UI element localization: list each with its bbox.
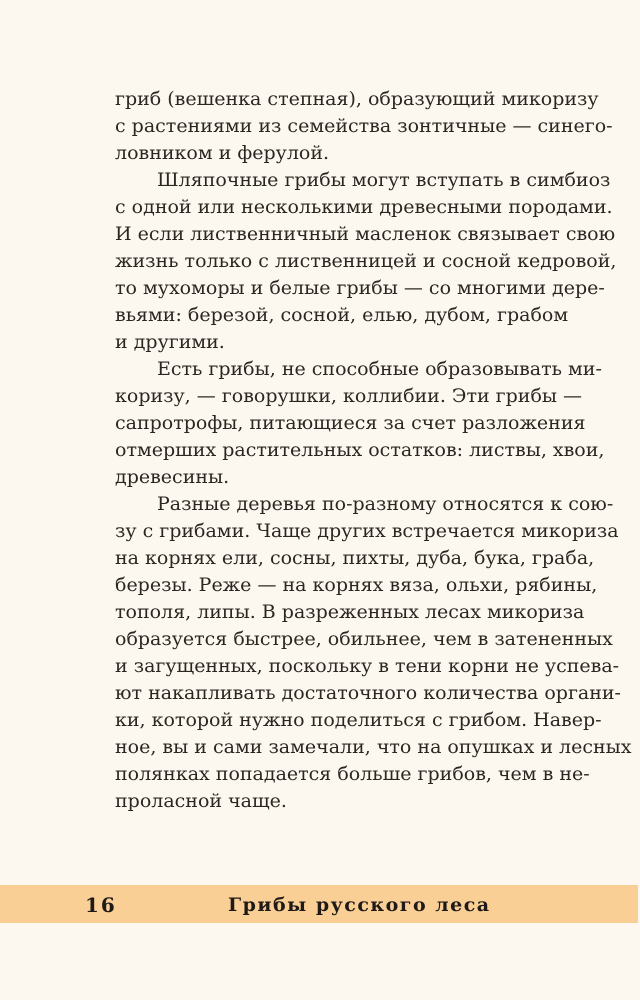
text-line: тополя, липы. В разреженных лесах микориза [115, 601, 585, 623]
paragraph-first-line: Шляпочные грибы могут вступать в симбиоз [157, 169, 611, 191]
text-line: ловником и ферулой. [115, 142, 330, 164]
text-line: вьями: березой, сосной, елью, дубом, грабом [115, 304, 569, 326]
text-line: березы. Реже — на корнях вяза, ольхи, рябины, [115, 574, 598, 596]
text-line: проласной чаще. [115, 790, 287, 812]
text-line: и загущенных, поскольку в тени корни не успева- [115, 655, 620, 677]
text-line: отмерших растительных остатков: листвы, хвои, [115, 439, 605, 461]
text-line: на корнях ели, сосны, пихты, дуба, бука, граба, [115, 547, 595, 569]
text-line: полянках попадается больше грибов, чем в не- [115, 763, 590, 785]
text-line: древесины. [115, 466, 230, 488]
text-line: жизнь только с лиственницей и сосной кедровой, [115, 250, 617, 272]
text-line: то мухоморы и белые грибы — со многими дере- [115, 277, 605, 299]
running-title: Грибы русского леса [228, 894, 491, 916]
text-line: ют накапливать достаточного количества органи- [115, 682, 621, 704]
page-number: 16 [85, 893, 117, 917]
text-line: зу с грибами. Чаще других встречается микориза [115, 520, 619, 542]
text-line: сапротрофы, питающиеся за счет разложения [115, 412, 586, 434]
text-line: ки, которой нужно поделиться с грибом. Навер- [115, 709, 602, 731]
paragraph-first-line: Есть грибы, не способные образовывать ми- [157, 358, 602, 380]
text-line: образуется быстрее, обильнее, чем в затененных [115, 628, 613, 650]
text-line: коризу, — говорушки, коллибии. Эти грибы — [115, 385, 583, 407]
text-line: ное, вы и сами замечали, что на опушках и лесных [115, 736, 632, 758]
text-line: с одной или несколькими древесными породами. [115, 196, 613, 218]
text-line: И если лиственничный масленок связывает свою [115, 223, 616, 245]
text-line: гриб (вешенка степная), образующий микоризу [115, 88, 599, 110]
text-line: с растениями из семейства зонтичные — синего- [115, 115, 613, 137]
paragraph-first-line: Разные деревья по-разному относятся к сою- [157, 493, 614, 515]
text-line: и другими. [115, 331, 225, 353]
footer-bar [0, 885, 638, 923]
